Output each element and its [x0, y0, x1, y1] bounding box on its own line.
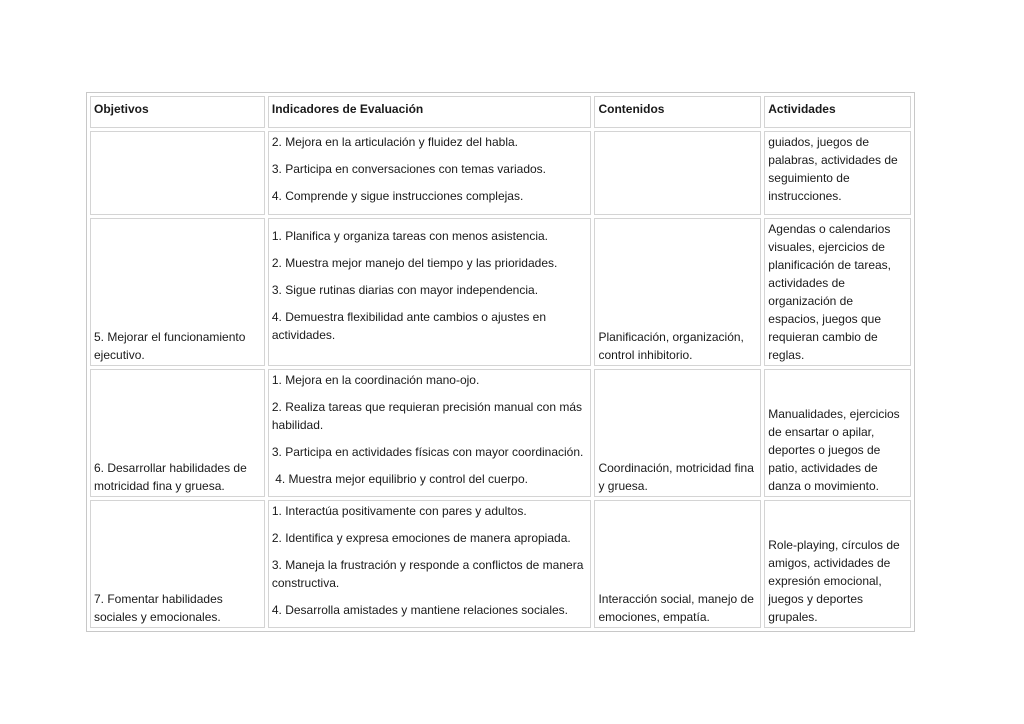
- indicator-item: 4. Demuestra flexibilidad ante cambios o ajustes en actividades.: [271, 310, 547, 342]
- indicator-item: 3. Participa en conversaciones con temas variados.: [271, 162, 547, 176]
- indicator-item: 4. Comprende y sigue instrucciones complejas.: [271, 189, 524, 203]
- indicator-item: 1. Planifica y organiza tareas con menos asistencia.: [271, 229, 549, 243]
- indicator-item: 2. Identifica y expresa emociones de manera apropiada.: [271, 531, 571, 545]
- actividades-cell: Role-playing, círculos de amigos, actividades de expresión emocional, juegos y deportes grupales.: [764, 500, 911, 628]
- indicadores-cell: [268, 369, 592, 497]
- indicadores-cell: [268, 500, 592, 628]
- header-objetivos: Objetivos: [90, 96, 265, 128]
- indicator-item: 3. Participa en actividades físicas con mayor coordinación.: [271, 445, 584, 459]
- contenidos-cell: [594, 131, 761, 215]
- objetivo-cell: 7. Fomentar habilidades sociales y emocionales.: [90, 500, 265, 628]
- indicator-item: 4. Desarrolla amistades y mantiene relaciones sociales.: [271, 603, 568, 617]
- table-header-row: [90, 96, 911, 128]
- contenidos-cell: Interacción social, manejo de emociones, empatía.: [594, 500, 761, 628]
- table-row: [90, 369, 911, 497]
- objetivo-cell: 6. Desarrollar habilidades de motricidad fina y gruesa.: [90, 369, 265, 497]
- indicator-item: 1. Interactúa positivamente con pares y adultos.: [271, 504, 527, 518]
- evaluation-table: [86, 92, 915, 632]
- indicadores-cell: [268, 131, 592, 215]
- contenidos-cell: Planificación, organización, control inhibitorio.: [594, 218, 761, 366]
- header-actividades: Actividades: [764, 96, 911, 128]
- actividades-cell: Agendas o calendarios visuales, ejercicios de planificación de tareas, actividades de organización de espacios, juegos que requieran cambio de reglas.: [764, 218, 911, 366]
- table-row: [90, 500, 911, 628]
- indicator-item: 3. Sigue rutinas diarias con mayor independencia.: [271, 283, 539, 297]
- indicator-item: 3. Maneja la frustración y responde a conflictos de manera constructiva.: [271, 558, 584, 590]
- actividades-cell: guiados, juegos de palabras, actividades de seguimiento de instrucciones.: [764, 131, 911, 215]
- header-contenidos: Contenidos: [594, 96, 761, 128]
- indicator-item: 2. Realiza tareas que requieran precisión manual con más habilidad.: [271, 400, 583, 432]
- indicator-item: 4. Muestra mejor equilibrio y control del cuerpo.: [271, 472, 528, 486]
- table-row: [90, 218, 911, 366]
- indicator-item: 2. Mejora en la articulación y fluidez del habla.: [271, 135, 518, 149]
- indicadores-cell: [268, 218, 592, 366]
- objetivo-cell: [90, 131, 265, 215]
- indicator-item: 2. Muestra mejor manejo del tiempo y las prioridades.: [271, 256, 558, 270]
- table-row: [90, 131, 911, 215]
- header-indicadores: Indicadores de Evaluación: [268, 96, 592, 128]
- objetivo-cell: 5. Mejorar el funcionamiento ejecutivo.: [90, 218, 265, 366]
- contenidos-cell: Coordinación, motricidad fina y gruesa.: [594, 369, 761, 497]
- indicator-item: 1. Mejora en la coordinación mano-ojo.: [271, 373, 480, 387]
- actividades-cell: Manualidades, ejercicios de ensartar o apilar, deportes o juegos de patio, actividades de danza o movimiento.: [764, 369, 911, 497]
